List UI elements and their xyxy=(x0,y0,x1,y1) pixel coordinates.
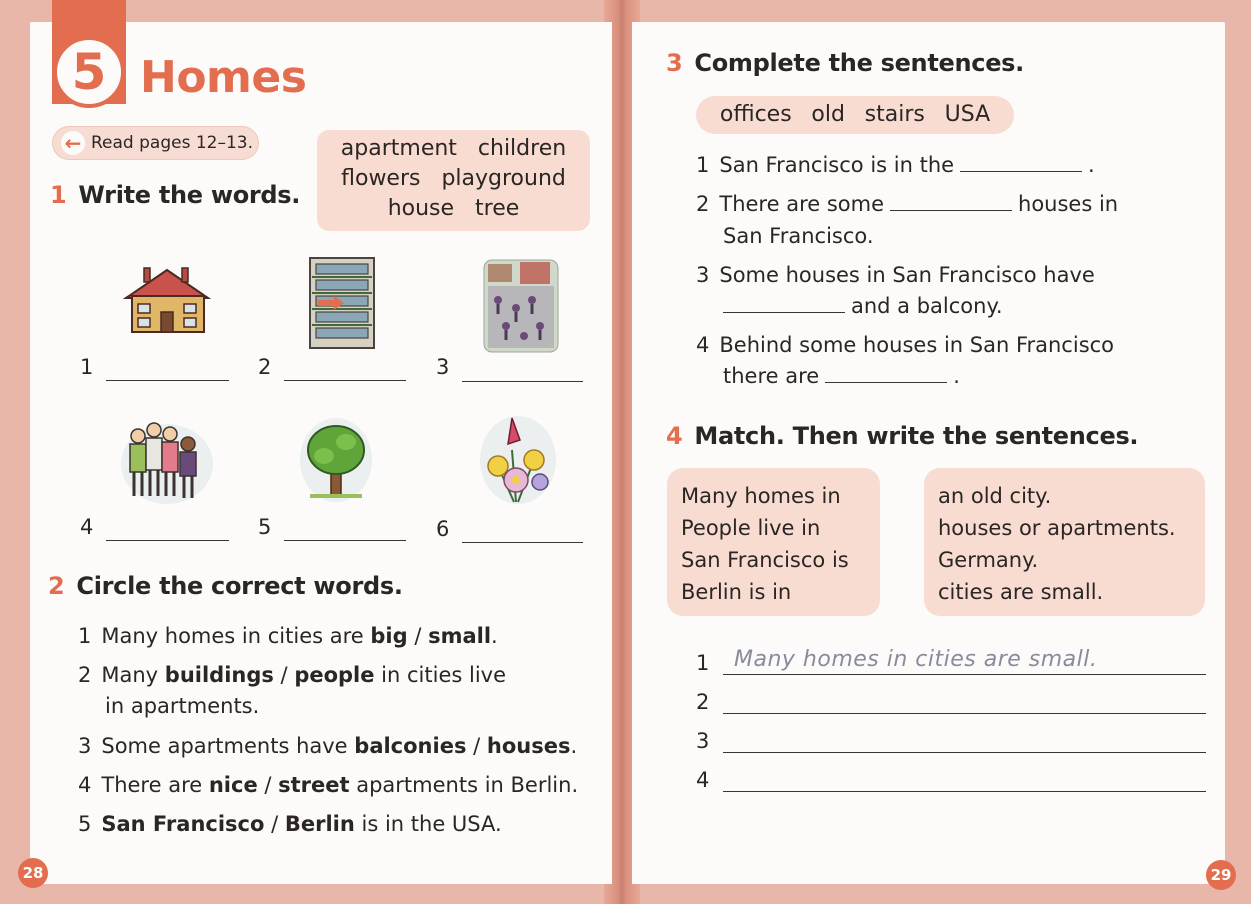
apartment-icon xyxy=(288,252,398,352)
match-right-box xyxy=(924,468,1205,616)
answer-number: 1 xyxy=(696,651,710,675)
arrow-left-icon: ← xyxy=(61,131,85,155)
option-a[interactable]: San Francisco xyxy=(101,812,265,836)
item-number: 5 xyxy=(258,515,272,539)
word-box-3 xyxy=(696,96,1014,134)
exercise-title: Complete the sentences. xyxy=(694,49,1024,77)
sentence-number: 3 xyxy=(696,263,710,287)
sentence-text: There are xyxy=(101,773,209,797)
answer-blank[interactable] xyxy=(825,382,947,383)
option-b[interactable]: people xyxy=(294,663,375,687)
item-number: 3 xyxy=(436,355,450,379)
complete-sentence-1 xyxy=(696,153,1095,177)
sentence-continuation xyxy=(723,364,960,388)
unit-number-badge xyxy=(53,36,125,108)
item-number: 6 xyxy=(436,517,450,541)
read-pages-pill xyxy=(52,126,259,160)
exercise-number: 2 xyxy=(48,572,65,600)
read-pages-text: Read pages 12–13. xyxy=(91,133,254,153)
word-option: offices xyxy=(719,102,792,127)
option-a[interactable]: balconies xyxy=(354,734,467,758)
exercise-1-heading xyxy=(50,181,300,209)
match-left-item[interactable]: San Francisco is xyxy=(681,548,849,572)
word-box-1 xyxy=(317,130,590,231)
answer-blank[interactable] xyxy=(960,171,1082,172)
sentence-number: 4 xyxy=(696,333,710,357)
sentence-continuation xyxy=(717,294,1003,318)
answer-blank[interactable] xyxy=(462,542,583,543)
match-left-item[interactable]: People live in xyxy=(681,516,821,540)
answer-blank[interactable] xyxy=(890,210,1012,211)
sentence-number: 2 xyxy=(78,663,92,687)
complete-sentence-4 xyxy=(696,333,1114,357)
house-icon xyxy=(112,256,222,356)
exercise-4-heading xyxy=(666,422,1138,450)
word-option: stairs xyxy=(864,102,925,127)
answer-line[interactable] xyxy=(723,752,1206,753)
answer-blank[interactable] xyxy=(106,380,229,381)
sentence-text: Many homes in cities are xyxy=(101,624,371,648)
exercise-title: Match. Then write the sentences. xyxy=(694,422,1139,450)
answer-blank[interactable] xyxy=(106,540,229,541)
answer-blank[interactable] xyxy=(284,380,406,381)
word-box-line: flowers playground xyxy=(341,166,566,191)
sentence-text: Some apartments have xyxy=(101,734,355,758)
sentence-number: 2 xyxy=(696,192,710,216)
page-number-right: 29 xyxy=(1206,860,1236,890)
circle-sentence: 5 San Francisco / Berlin is in the USA. xyxy=(78,812,502,836)
sentence-text: and a balcony. xyxy=(851,294,1003,318)
match-right-item[interactable]: houses or apartments. xyxy=(938,516,1176,540)
sentence-text: Many xyxy=(101,663,165,687)
answer-blank[interactable] xyxy=(723,312,845,313)
option-b[interactable]: small xyxy=(428,624,492,648)
match-left-box xyxy=(667,468,880,616)
sentence-text: . xyxy=(491,624,498,648)
sentence-number: 1 xyxy=(78,624,92,648)
answer-blank[interactable] xyxy=(462,381,583,382)
option-b[interactable]: Berlin xyxy=(284,812,355,836)
sentence-text: . xyxy=(1088,153,1095,177)
sentence-text: apartments in Berlin. xyxy=(349,773,579,797)
exercise-3-heading xyxy=(666,49,1024,77)
sentence-text: in cities live xyxy=(374,663,506,687)
match-right-item[interactable]: Germany. xyxy=(938,548,1039,572)
answer-number: 3 xyxy=(696,729,710,753)
sentence-text: There are some xyxy=(719,192,885,216)
word-box-line: apartment children xyxy=(340,136,567,161)
complete-sentence-2 xyxy=(696,192,1118,216)
answer-line[interactable] xyxy=(723,713,1206,714)
sentence-continuation: in apartments. xyxy=(105,694,260,718)
sentence-text: there are xyxy=(723,364,820,388)
sentence-number: 3 xyxy=(78,734,92,758)
sentence-number: 4 xyxy=(78,773,92,797)
example-answer: Many homes in cities are small. xyxy=(734,647,1098,672)
match-left-item[interactable]: Many homes in xyxy=(681,484,841,508)
exercise-title: Write the words. xyxy=(78,181,301,209)
item-number: 4 xyxy=(80,515,94,539)
match-left-item[interactable]: Berlin is in xyxy=(681,580,792,604)
exercise-2-heading xyxy=(48,572,403,600)
sentence-number: 1 xyxy=(696,153,710,177)
tree-icon xyxy=(288,410,398,510)
playground-icon xyxy=(466,256,576,356)
circle-sentence: 4 There are nice / street apartments in Berlin. xyxy=(78,773,579,797)
item-number: 2 xyxy=(258,355,272,379)
answer-line[interactable] xyxy=(723,791,1206,792)
page-number-left: 28 xyxy=(18,858,48,888)
sentence-text: is in the USA. xyxy=(354,812,502,836)
sentence-text: . xyxy=(953,364,960,388)
unit-number: 5 xyxy=(71,43,107,101)
word-option: USA xyxy=(944,102,991,127)
sentence-number: 5 xyxy=(78,812,92,836)
option-a[interactable]: big xyxy=(370,624,408,648)
sentence-text: houses in xyxy=(1018,192,1119,216)
answer-number: 4 xyxy=(696,768,710,792)
right-page xyxy=(632,22,1225,884)
circle-sentence: 3 Some apartments have balconies / houses. xyxy=(78,734,578,758)
sentence-text: San Francisco is in the xyxy=(719,153,955,177)
option-a[interactable]: buildings xyxy=(164,663,274,687)
word-box-line: house tree xyxy=(387,196,520,221)
option-b[interactable]: street xyxy=(278,773,350,797)
children-icon xyxy=(112,410,222,510)
complete-sentence-3 xyxy=(696,263,1095,287)
answer-blank[interactable] xyxy=(284,540,406,541)
sentence-continuation: San Francisco. xyxy=(723,224,874,248)
circle-sentence: 2 Many buildings / people in cities live xyxy=(78,663,506,687)
exercise-title: Circle the correct words. xyxy=(76,572,403,600)
answer-number: 2 xyxy=(696,690,710,714)
flowers-icon xyxy=(468,410,578,510)
unit-title: Homes xyxy=(140,52,307,103)
sentence-text: Behind some houses in San Francisco xyxy=(719,333,1115,357)
item-number: 1 xyxy=(80,355,94,379)
option-b[interactable]: houses xyxy=(486,734,571,758)
sentence-text: . xyxy=(570,734,578,758)
answer-line[interactable] xyxy=(723,674,1206,675)
exercise-number: 4 xyxy=(666,422,683,450)
match-right-item[interactable]: an old city. xyxy=(938,484,1052,508)
exercise-number: 3 xyxy=(666,49,683,77)
option-a[interactable]: nice xyxy=(208,773,258,797)
circle-sentence: 1 Many homes in cities are big / small. xyxy=(78,624,498,648)
match-right-item[interactable]: cities are small. xyxy=(938,580,1104,604)
word-option: old xyxy=(811,102,845,127)
sentence-text: Some houses in San Francisco have xyxy=(719,263,1095,287)
exercise-number: 1 xyxy=(50,181,67,209)
